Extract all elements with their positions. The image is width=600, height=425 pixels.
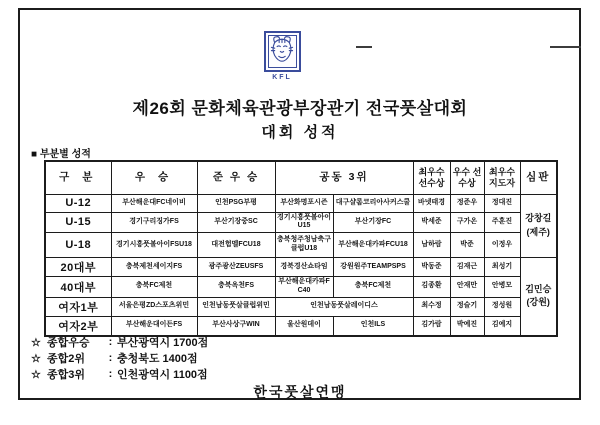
- best-coach-cell: 주훈진: [484, 212, 520, 233]
- mvp-cell: 박동준: [413, 258, 450, 277]
- division-cell: 20대부: [45, 258, 111, 277]
- winner-cell: 경기구리징가FS: [111, 212, 197, 233]
- referee-region: (제주): [526, 226, 550, 237]
- mvp-cell: 최수정: [413, 297, 450, 316]
- runner-up-cell: 부산사상구WIN: [197, 316, 275, 336]
- table-row: [45, 194, 557, 212]
- mvp-cell: 김종환: [413, 277, 450, 298]
- third-place-cell: 부산화명포시즌: [275, 194, 333, 212]
- overall-second-line: [31, 350, 208, 366]
- overall-third-line: [31, 366, 208, 382]
- federation-logo: [261, 31, 303, 81]
- table-row: [45, 233, 557, 258]
- scan-mark-line: [356, 46, 372, 48]
- referee-name: 강창길: [525, 213, 552, 224]
- logo-inner-frame: [268, 35, 297, 68]
- third-place-merged-cell: 인천남동풋살레이디스: [275, 297, 413, 316]
- mvp-cell: 남하람: [413, 233, 450, 258]
- summary-value: 부산광역시 1700점: [117, 337, 209, 349]
- third-place-cell: 울산원데이: [275, 316, 333, 336]
- col-header-joint-third: 공동 3위: [275, 161, 413, 194]
- runner-up-cell: 충북옥천FS: [197, 277, 275, 298]
- third-place-cell: 부산해운대카파FCU18: [333, 233, 413, 258]
- third-place-cell: 경기시흥풋볼아이U15: [275, 212, 333, 233]
- division-cell: U-15: [45, 212, 111, 233]
- third-place-cell: 충북청주청남축구클럽U18: [275, 233, 333, 258]
- third-place-cell: 부산해운대카파FC40: [275, 277, 333, 298]
- best-player-cell: 김재근: [450, 258, 484, 277]
- tiger-emblem-icon: [269, 34, 295, 69]
- summary-colon: :: [108, 368, 113, 380]
- best-coach-cell: 이정우: [484, 233, 520, 258]
- referee-cell: [520, 258, 557, 336]
- runner-up-cell: 인천PSG부평: [197, 194, 275, 212]
- mvp-cell: 박세준: [413, 212, 450, 233]
- logo-text: KFL: [272, 74, 292, 81]
- third-place-cell: 대구샬롬코리아사커스쿨: [333, 194, 413, 212]
- best-player-cell: 박예진: [450, 316, 484, 336]
- document-subtitle: 대회 성적: [261, 124, 339, 141]
- best-player-cell: 박준: [450, 233, 484, 258]
- col-header-referee: 심판: [520, 161, 557, 194]
- col-header-division: 구 분: [45, 161, 111, 194]
- logo-frame: [264, 31, 301, 72]
- document-title: 제26회 문화체육관광부장관기 전국풋살대회: [132, 99, 468, 118]
- best-coach-cell: 안병모: [484, 277, 520, 298]
- col-header-best-player: 우수 선수상: [450, 161, 484, 194]
- third-place-cell: 강원원주TEAMPSPS: [333, 258, 413, 277]
- division-cell: 여자1부: [45, 297, 111, 316]
- summary-value: 인천광역시 1100점: [117, 369, 208, 381]
- referee-cell: [520, 194, 557, 258]
- division-cell: 40대부: [45, 277, 111, 298]
- runner-up-cell: 대전험멜FCU18: [197, 233, 275, 258]
- best-player-cell: 정준우: [450, 194, 484, 212]
- runner-up-cell: 인천남동풋살클럽위민: [197, 297, 275, 316]
- referee-region: (강원): [526, 297, 550, 308]
- summary-colon: :: [108, 336, 113, 348]
- best-coach-cell: 정성원: [484, 297, 520, 316]
- summary-label: 종합2위: [47, 353, 85, 365]
- division-cell: U-18: [45, 233, 111, 258]
- summary-label: 종합우승: [47, 337, 90, 349]
- winner-cell: 경기시흥풋볼아이FSU18: [111, 233, 197, 258]
- table-row: [45, 277, 557, 298]
- winner-cell: 부산해운대FC네이비: [111, 194, 197, 212]
- overall-winner-line: [31, 334, 208, 350]
- summary-colon: :: [108, 352, 113, 364]
- winner-cell: 서울은평ZD스포츠위민: [111, 297, 197, 316]
- summary-value: 충청북도 1400점: [117, 353, 198, 365]
- third-place-cell: 부산기장FC: [333, 212, 413, 233]
- division-cell: 여자2부: [45, 316, 111, 336]
- star-icon: ☆: [31, 336, 41, 349]
- star-icon: ☆: [31, 368, 41, 381]
- third-place-cell: 경북경산쇼타임: [275, 258, 333, 277]
- best-coach-cell: 정대진: [484, 194, 520, 212]
- best-player-cell: 정슬기: [450, 297, 484, 316]
- winner-cell: 충북FC제천: [111, 277, 197, 298]
- results-table: [44, 160, 558, 337]
- summary-label: 종합3위: [47, 369, 85, 381]
- section-label: ■ 부분별 성적: [31, 149, 91, 160]
- header-row: [45, 161, 557, 194]
- division-cell: U-12: [45, 194, 111, 212]
- mvp-cell: 바넷태경: [413, 194, 450, 212]
- referee-name: 김민승: [525, 283, 552, 294]
- table-row: [45, 258, 557, 277]
- best-coach-cell: 최성기: [484, 258, 520, 277]
- winner-cell: 충북제천세이지FS: [111, 258, 197, 277]
- federation-name: 한국풋살연맹: [253, 384, 347, 400]
- best-coach-cell: 김예지: [484, 316, 520, 336]
- runner-up-cell: 부산기장중SC: [197, 212, 275, 233]
- mvp-cell: 김가람: [413, 316, 450, 336]
- overall-standings: [31, 334, 208, 382]
- star-icon: ☆: [31, 352, 41, 365]
- table-row: [45, 212, 557, 233]
- winner-cell: 부산해운대이든FS: [111, 316, 197, 336]
- scan-mark-line: [550, 46, 581, 48]
- best-player-cell: 구가온: [450, 212, 484, 233]
- third-place-cell: 인천ILS: [333, 316, 413, 336]
- best-player-cell: 안재만: [450, 277, 484, 298]
- col-header-winner: 우 승: [111, 161, 197, 194]
- col-header-mvp: 최우수 선수상: [413, 161, 450, 194]
- col-header-best-coach: 최우수 지도자: [484, 161, 520, 194]
- table-row: [45, 316, 557, 336]
- table-row: [45, 297, 557, 316]
- runner-up-cell: 광주광산ZEUSFS: [197, 258, 275, 277]
- col-header-runner-up: 준 우 승: [197, 161, 275, 194]
- third-place-cell: 충북FC제천: [333, 277, 413, 298]
